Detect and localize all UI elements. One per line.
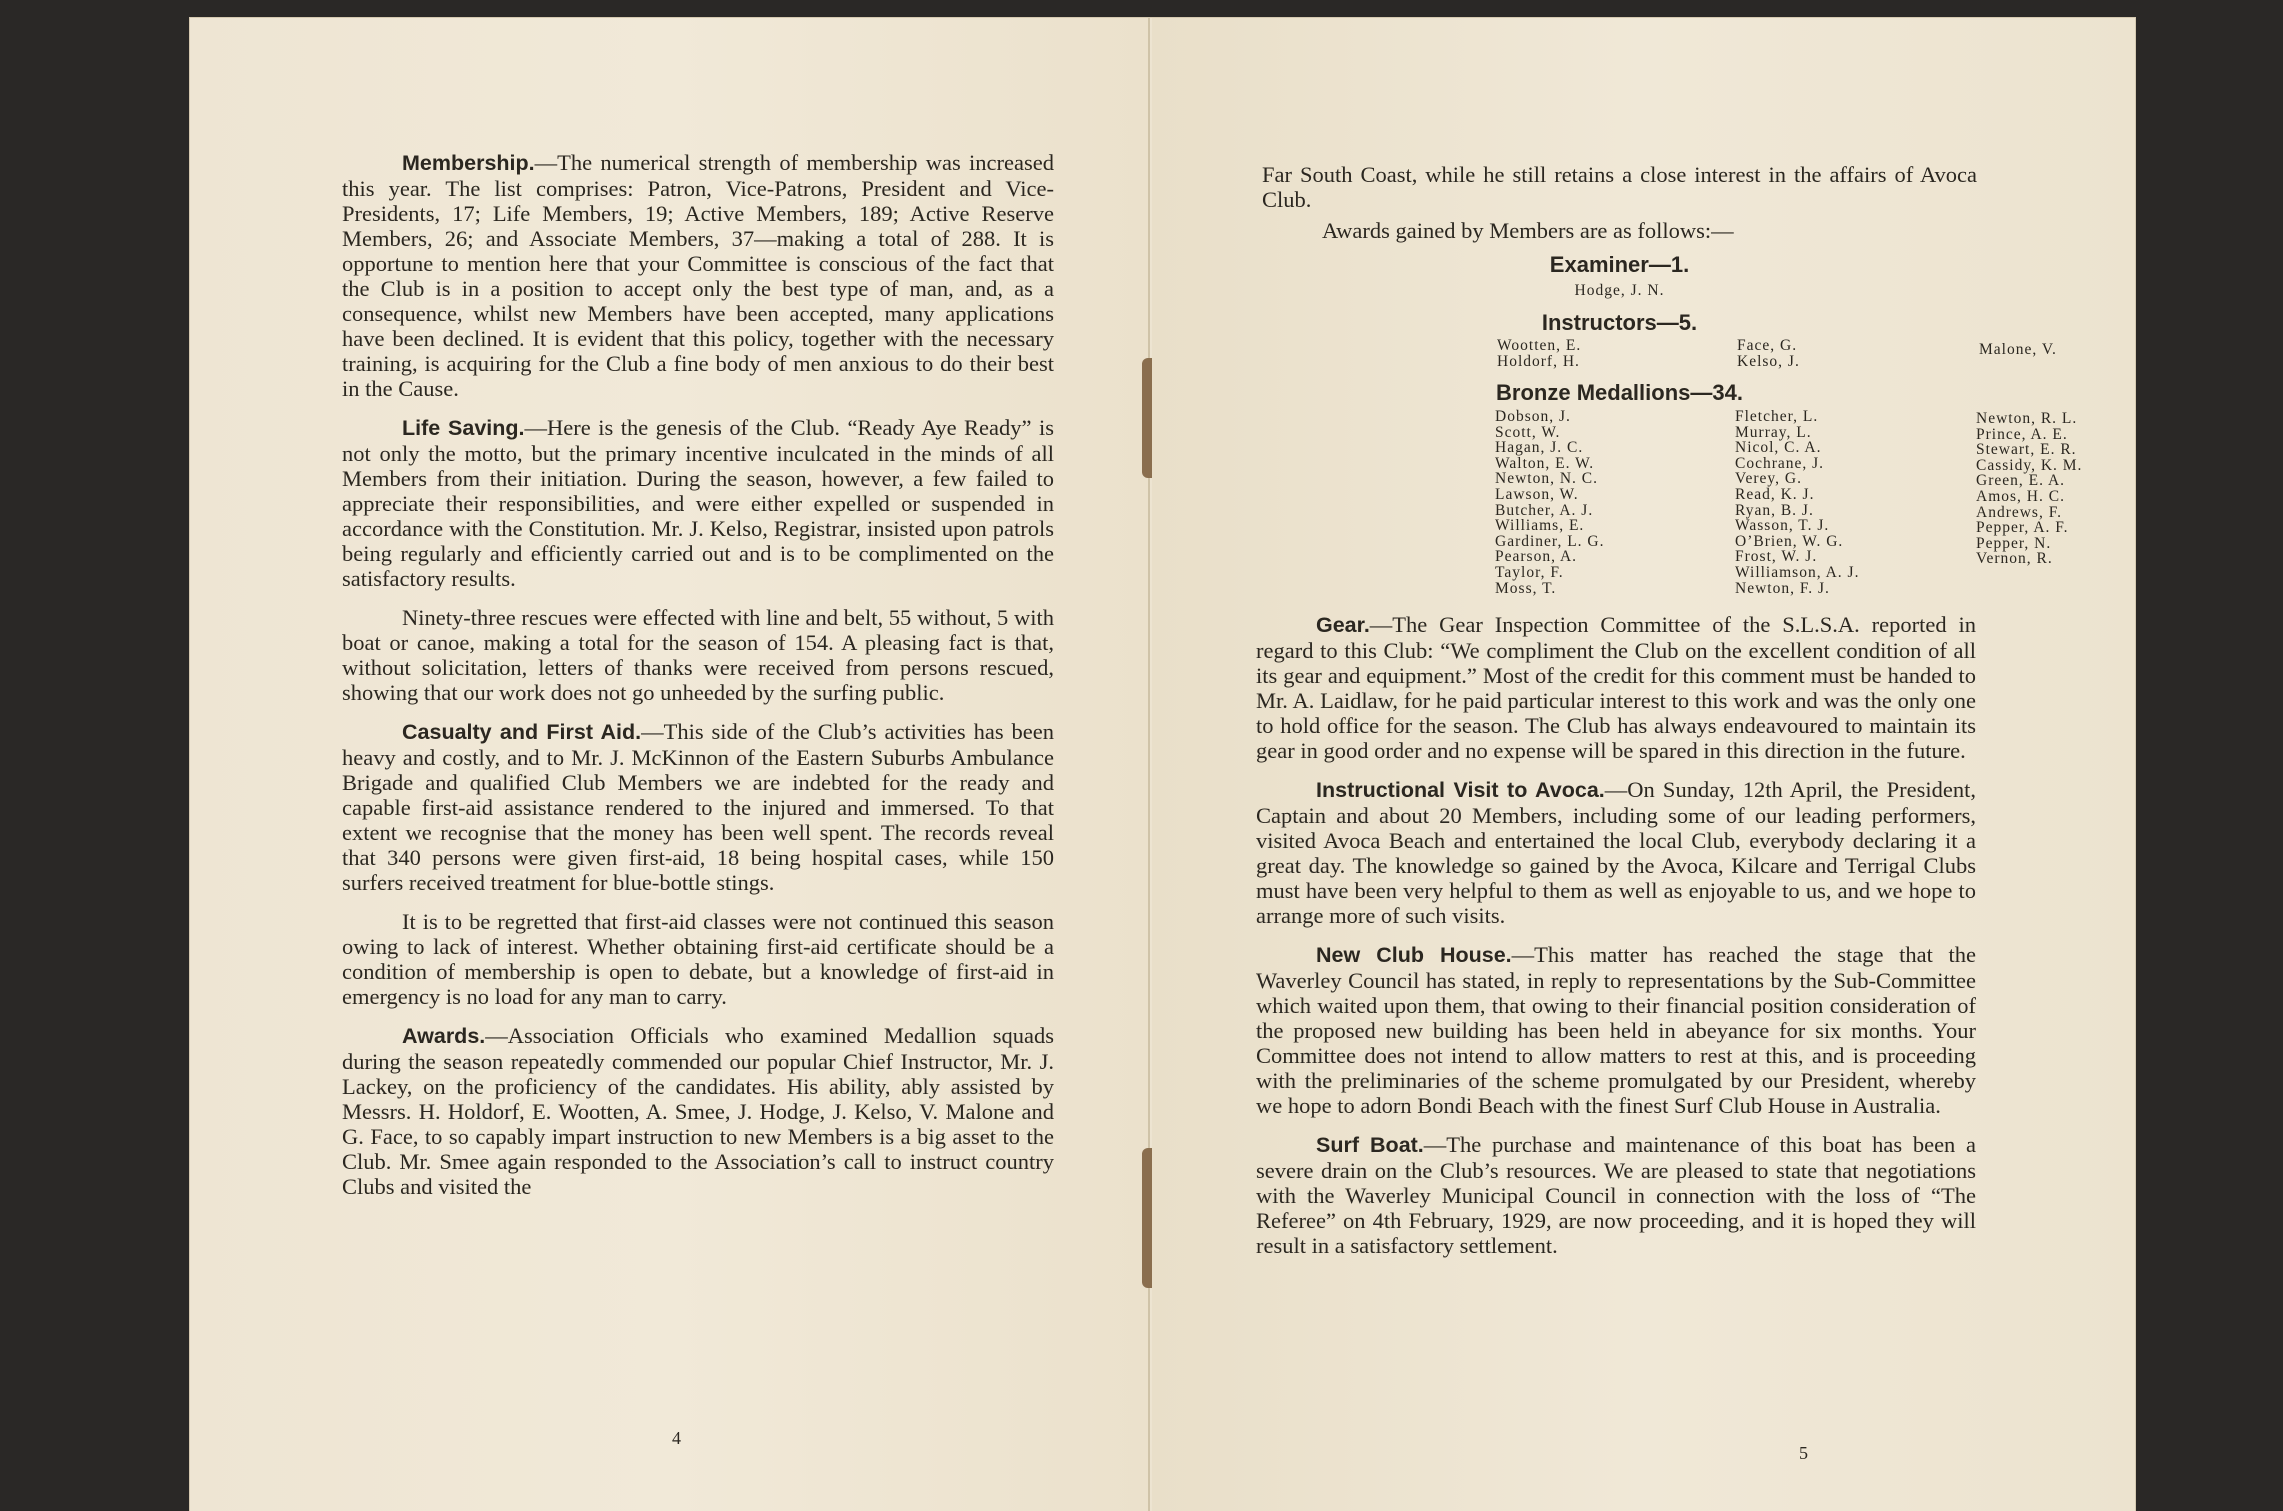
paragraph-rescues [342,605,1054,705]
examiner-heading: Examiner—1. [1549,252,1690,277]
name-item: Nicol, C. A. [1735,439,1822,457]
paragraph-text: Ninety-three rescues were effected with line and belt, 55 without, 5 with boat or canoe, making a total for the season of 154. A pleasing fact is that, without solicitation, letters of thanks were received from persons rescued, showing that our work does not go unheeded by the surfing public. [342,605,1054,705]
heading-membership: Membership. [402,151,535,175]
name-item: Butcher, A. J. [1495,501,1594,519]
paragraph-surf-boat [1256,1132,1976,1258]
name-item: Williamson, A. J. [1735,563,1860,581]
right-page [1152,18,2135,1511]
paragraph-far-south-coast [1262,162,1977,212]
heading-avoca-visit: Instructional Visit to Avoca. [1316,778,1605,802]
name-item: Pepper, A. F. [1976,519,2069,537]
name-item: O’Brien, W. G. [1735,532,1844,550]
name-item: Walton, E. W. [1495,454,1595,472]
page-number-left: 4 [672,1428,681,1448]
name-item: Fletcher, L. [1735,408,1819,425]
instructors-heading: Instructors—5. [1541,310,1698,335]
name-item: Newton, F. J. [1735,579,1830,597]
heading-awards: Awards. [402,1024,486,1048]
name-item: Holdorf, H. [1497,352,1580,370]
paragraph-text: —The numerical strength of membership was increased this year. The list comprises: Patron, Vice-Patrons, President and Vice-Presidents, 17; Life Members, 19; Active Members, 189; Active Reserve Members, 26; and Associate Members, 37—making a total of 288. It is opportune to mention here that your Committee is conscious of the fact that the Club is in a position to accept only the best type of man, and, as a consequence, whilst new Members have been accepted, many applications have been declined. It is evident that this policy, together with the necessary training, is acquiring for the Club a fine body of men anxious to do their best in the Cause. [342,150,1054,401]
name-item: Face, G. [1737,337,1798,354]
name-item: Malone, V. [1979,341,2057,358]
booklet [190,18,2135,1511]
name-item: Verey, G. [1735,470,1802,488]
paragraph-text: —Association Officials who examined Medallion squads during the season repeatedly commended our popular Chief Instructor, Mr. J. Lackey, on the proficiency of the candidates. His ability, ably assisted by Messrs. H. Holdorf, E. Wootten, A. Smee, J. Hodge, J. Kelso, V. Malone and G. Face, to so capably impart instruction to new Members is a big asset to the Club. Mr. Smee again responded to the Association’s call to instruct country Clubs and visited the [342,1023,1054,1199]
bronze-col2 [1735,409,1859,596]
left-page [190,18,1150,1511]
paragraph-club-house [1256,942,1976,1118]
paragraph-first-aid-classes [342,909,1054,1009]
instructors-col1 [1497,338,1581,369]
name-item: Taylor, F. [1495,563,1564,581]
name-item: Read, K. J. [1735,485,1815,503]
name-item: Cochrane, J. [1735,454,1825,472]
name-item: Amos, H. C. [1976,487,2065,505]
name-item: Newton, N. C. [1495,470,1598,488]
name-item: Hodge, J. N. [1574,282,1665,299]
name-item: Murray, L. [1735,423,1812,441]
heading-gear: Gear. [1316,613,1370,637]
paragraph-awards [342,1023,1054,1199]
paragraph-text: —Here is the genesis of the Club. “Ready Aye Ready” is not only the motto, but the primary incentive inculcated in the minds of all Members from their initiation. During the season, however, a few failed to appreciate their responsibilities, and were either expelled or suspended in accordance with the Constitution. Mr. J. Kelso, Registrar, insisted upon patrols being regularly and efficiently carried out and is to be complimented on the satisfactory results. [342,415,1054,591]
bronze-col1 [1495,409,1605,596]
heading-club-house: New Club House. [1316,943,1512,967]
bronze-heading: Bronze Medallions—34. [1496,380,1743,405]
paragraph-life-saving [342,415,1054,591]
bronze-col3 [1976,411,2082,567]
instructors-col2 [1737,338,1800,369]
name-item: Lawson, W. [1495,485,1579,503]
name-item: Wasson, T. J. [1735,517,1830,535]
instructors-col3 [1979,342,2057,358]
name-item: Williams, E. [1495,517,1585,535]
heading-life-saving: Life Saving. [402,416,525,440]
page-number-right: 5 [1799,1443,1808,1463]
name-item: Moss, T. [1495,579,1557,597]
name-item: Pepper, N. [1976,534,2052,552]
paragraph-text: —The purchase and maintenance of this boat has been a severe drain on the Club’s resources. We are pleased to state that negotiations with the Waverley Municipal Council in connection with the loss of “The Referee” on 4th February, 1929, are now proceeding, and it is hoped they will result in a satisfactory settlement. [1256,1132,1976,1258]
name-item: Newton, R. L. [1976,410,2078,427]
awards-intro: Awards gained by Members are as follows:— [1322,218,1734,243]
name-item: Ryan, B. J. [1735,501,1814,519]
heading-casualty: Casualty and First Aid. [402,720,642,744]
name-item: Cassidy, K. M. [1976,456,2083,474]
name-item: Stewart, E. R. [1976,441,2077,459]
name-item: Pearson, A. [1495,548,1578,566]
paragraph-casualty [342,719,1054,895]
name-item: Kelso, J. [1737,352,1800,370]
name-item: Prince, A. E. [1976,425,2068,443]
paragraph-text: —This matter has reached the stage that the Waverley Council has stated, in reply to representations by the Sub-Committee which waited upon them, that owing to their financial position consideration of the proposed new building has been held in abeyance for six months. Your Committee does not intend to allow matters to rest at this, and is proceeding with the preliminaries of the scheme promulgated by our President, whereby we hope to adorn Bondi Beach with the finest Surf Club House in Australia. [1256,942,1976,1118]
heading-surf-boat: Surf Boat. [1316,1133,1424,1157]
right-column-bottom [1256,612,1976,1272]
paragraph-gear [1256,612,1976,763]
paragraph-text: —On Sunday, 12th April, the President, Captain and about 20 Members, including some of our leading performers, visited Avoca Beach and entertained the local Club, everybody declaring it a great day. The knowledge so gained by the Avoca, Kilcare and Terrigal Clubs must have been very helpful to them as well as enjoyable to us, and we hope to arrange more of such visits. [1256,777,1976,928]
name-item: Scott, W. [1495,423,1561,441]
name-item: Green, E. A. [1976,472,2066,490]
name-item: Wootten, E. [1497,337,1582,354]
left-column [342,150,1054,1213]
name-item: Andrews, F. [1976,503,2062,521]
examiner-names [1152,283,2087,299]
paragraph-text: —This side of the Club’s activities has been heavy and costly, and to Mr. J. McKinnon of the Eastern Suburbs Ambulance Brigade and qualified Club Members we are indebted for the ready and capable first-aid assistance rendered to the injured and immersed. To that extent we recognise that the money has been well spent. The records reveal that 340 persons were given first-aid, 18 being hospital cases, while 150 surfers received treatment for blue-bottle stings. [342,719,1054,895]
paragraph-text: —The Gear Inspection Committee of the S.L.S.A. reported in regard to this Club: “We compliment the Club on the excellent condition of all its gear and equipment.” Most of the credit for this comment must be handed to Mr. A. Laidlaw, for he paid particular interest to this work and was the only one to hold office for the season. The Club has always endeavoured to maintain its gear in good order and no expense will be spared in this direction in the future. [1256,612,1976,763]
right-column-top [1262,162,1977,257]
name-item: Vernon, R. [1976,550,2053,568]
paragraph-membership [342,150,1054,401]
paragraph-text: Far South Coast, while he still retains a close interest in the affairs of Avoca Club. [1262,162,1977,212]
paragraph-text: It is to be regretted that first-aid classes were not continued this season owing to lack of interest. Whether obtaining first-aid certificate should be a condition of membership is open to debate, but a knowledge of first-aid in emergency is no load for any man to carry. [342,909,1054,1009]
name-item: Dobson, J. [1495,408,1571,425]
name-item: Frost, W. J. [1735,548,1818,566]
name-item: Hagan, J. C. [1495,439,1584,457]
paragraph-avoca-visit [1256,777,1976,928]
name-item: Gardiner, L. G. [1495,532,1605,550]
